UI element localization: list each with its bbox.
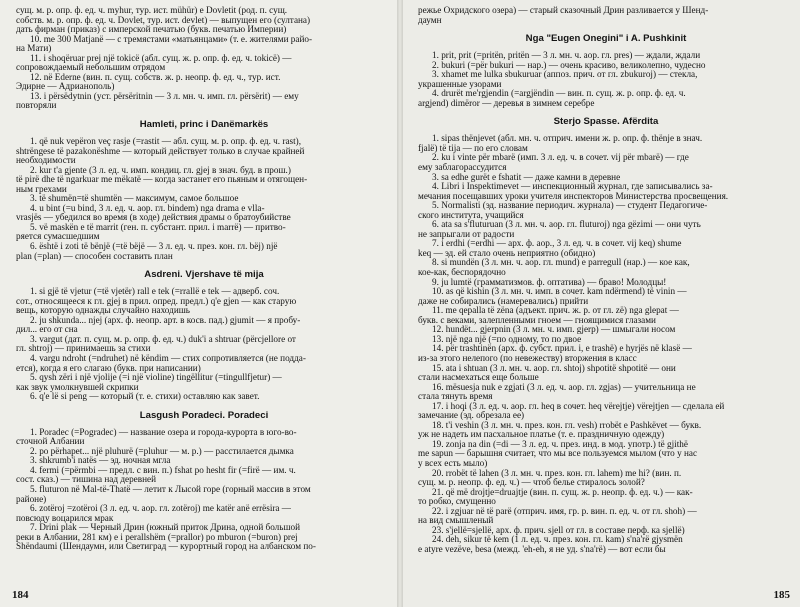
text-line: дил... его от сна bbox=[16, 325, 78, 335]
left-page-text bbox=[16, 6, 392, 552]
section-heading: Lasgush Poradeci. Poradeci bbox=[139, 409, 269, 421]
text-line: режье Охридского озера) — старый сказочный Дрин разливается у Шенд- bbox=[418, 6, 709, 15]
text-line: 5. vë maskën e të marrit (ген. п. субстант. прил. i marrë) — притво- bbox=[30, 222, 286, 232]
text-line: Эдирне — Адрианополь) bbox=[16, 82, 115, 92]
right-page bbox=[400, 0, 800, 607]
section-heading: Hamleti, princ i Danëmarkës bbox=[139, 119, 269, 131]
text-line: на вид смышленый bbox=[418, 516, 494, 526]
text-line: 11. i shoqëruar prej një tokicë (абл. сущ. ж. р. опр. ф. ед. ч. tokicë) — bbox=[30, 53, 292, 63]
text-line: замечание (эд. обрезала ее) bbox=[418, 411, 525, 421]
text-line: гл. shtroj) — принимаешь за стихи bbox=[16, 344, 151, 354]
text-line: 12. në Ederne (вин. п. сущ. собств. ж. р. неопр. ф. ед. ч., тур. ист. bbox=[30, 72, 281, 82]
text-line: букв. с веками, залепленными гноем — гноящимися глазами bbox=[418, 315, 656, 325]
text-line: 2. kur t'a gjente (3 л. ед. ч. имп. кондиц. гл. gjej в знач. буд. в прош.) bbox=[30, 165, 291, 175]
text-line: 4. u bint (=u bind, 3 л. ед. ч. аор. гл. bindem) nga drama e vlla- bbox=[30, 203, 265, 213]
text-line: 17. i hoqi (3 л. ед. ч. аор. гл. heq в сочет. heq vërejtje) vërejtjen — сделала ей bbox=[432, 401, 725, 411]
text-line: e atyre vezëve, besa (межд. 'eh-eh, я не уд. s'na'rë) — вот если бы bbox=[418, 544, 666, 554]
text-line: 8. si mundën (3 л. мн. ч. аор. гл. mund) e parregull (нар.) — кое как, bbox=[432, 258, 690, 268]
text-line: сот., относящееся к гл. gjej в прил. опред. предл.) q'e gjen — как старую bbox=[16, 296, 297, 306]
text-line: 14. për trashtinën (арх. ф. субст. прил. i, e trashë) e hyrjës në klasë — bbox=[432, 344, 692, 354]
text-line: вещь, которую однажды случайно находишь bbox=[16, 306, 190, 316]
text-line: повсюду воцарился мрак bbox=[16, 513, 114, 523]
text-line: 21. që më drojtje=druajtje (вин. п. сущ. ж. р. неопр. ф. ед. ч.) — как- bbox=[432, 487, 693, 497]
text-line: стали насмехаться еще больше bbox=[418, 373, 539, 383]
text-line: реки в Албании, 281 км) e i perallshëm (=prallor) po mburon (=buron) prej bbox=[16, 532, 298, 542]
text-line: собств. м. р. опр. ф. ед. ч. Dovlet, тур. ист. devlet) — выпущен его (султана) bbox=[16, 15, 311, 25]
text-line: argjend) dimëror — деревья в зимнем серебре bbox=[418, 98, 595, 108]
text-line: из-за этого нелепого (по невежеству) вторжения в класс bbox=[418, 353, 637, 363]
text-line: 1. Poradec (=Pogradec) — название озера и города-курорта в юго-во- bbox=[30, 427, 297, 437]
left-page-number: 184 bbox=[12, 589, 29, 601]
text-line: кое-как, беспорядочно bbox=[418, 268, 506, 278]
text-line: сост. сказ.) — тишина над деревней bbox=[16, 475, 156, 485]
text-line: 2. ju shkunda... njej (арх. ф. неопр. арт. в косв. пад.) gjumit — я пробу- bbox=[30, 315, 301, 325]
text-line: 7. Drini plak — Черный Дрин (южный приток Дрина, одной большой bbox=[30, 523, 301, 533]
text-line: уж не надеть им пасхальное платье (т. е. праздничную одежду) bbox=[418, 430, 665, 440]
text-line: 4. drurët me'rgjendin (=argjëndin — вин. п. сущ. ж. р. опр. ф. ед. ч. bbox=[432, 89, 686, 99]
text-line: 11. me qepalla të zëna (адъект. прич. ж. р. от гл. zë) nga glepat — bbox=[432, 306, 679, 316]
text-line: 12. hundët... gjerpnin (3 л. мн. ч. имп. gjerp) — шмыгали носом bbox=[432, 325, 676, 335]
text-line: даумн bbox=[418, 15, 442, 25]
text-line: 4. vargu ndroht (=ndruhet) në këndim — стих сопротивляется (не подда- bbox=[30, 353, 306, 363]
text-line: необходимости bbox=[16, 156, 76, 166]
right-page-text bbox=[418, 6, 794, 554]
text-line: shtrëngese të pazakonëshme — который действует только в случае крайней bbox=[16, 146, 305, 156]
section-heading: Asdreni. Vjershave të mija bbox=[144, 269, 264, 281]
text-line: ского института, учащийся bbox=[418, 210, 524, 220]
text-line: 6. është i zoti të bënjë (=të bëjë — 3 л. ед. ч. през. кон. гл. bëj) një bbox=[30, 242, 278, 252]
text-line: как звук умолкнувшей скрипки bbox=[16, 382, 139, 392]
text-line: keq — эд. ей стало очень неприятно (обидно) bbox=[418, 248, 596, 258]
text-line: стала тянуть время bbox=[418, 392, 493, 402]
text-line: дать фирман (приказ) с имперской печатью (букв. печатью Империи) bbox=[16, 25, 287, 35]
text-line: районе) bbox=[16, 494, 47, 504]
text-line: украшенные узорами bbox=[418, 79, 502, 89]
section-heading: Sterjo Spasse. Afërdita bbox=[553, 116, 659, 128]
text-line: 10. me 300 Matjanë — с тремястами «матьянцами» (т. е. жителями райо- bbox=[30, 34, 313, 44]
text-line: fjalë) të tija — по его словам bbox=[418, 143, 528, 153]
text-line: сточной Албании bbox=[16, 437, 85, 447]
text-line: 19. zonja na din (=di — 3 л. ед. ч. през. инд. в мод. употр.) të gjithë bbox=[432, 439, 688, 449]
text-line: даже не собирались (намеревались) прийти bbox=[418, 296, 589, 306]
text-line: 7. i erdhi (=erdhi — арх. ф. аор., 3 л. ед. ч. в сочет. vij keq) shume bbox=[432, 239, 682, 249]
text-line: 2. po përhapet... një pluhurë (=pluhur — м. р.) — расстилается дымка bbox=[30, 446, 294, 456]
text-line: 1. si gjë të vjetur (=të vjetër) rall e tek (=rrallë e tek — адверб. соч. bbox=[30, 287, 280, 297]
book-gutter bbox=[397, 0, 403, 607]
text-line: у всех есть мыло) bbox=[418, 458, 488, 468]
text-line: plan (=plan) — способен составить план bbox=[16, 251, 173, 261]
text-line: 6. zotëroj =zotëroi (3 л. ед. ч. аор. гл. zotëroj) me katër anë errësira — bbox=[30, 504, 291, 514]
text-line: të pirë dhe të ngarkuar me mëkatë — когда застанет его пьяным и отягощен- bbox=[16, 175, 308, 185]
text-line: 20. rrobët të lahen (3 л. мн. ч. през. кон. гл. lahem) me hi? (вин. п. bbox=[432, 468, 682, 478]
text-line: не запрыгали от радости bbox=[418, 229, 515, 239]
text-line: 22. i zgjuar në të parë (отприч. имя, гр. р. вин. п. ед. ч. от гл. shoh) — bbox=[432, 506, 697, 516]
text-line: мечания посещавших уроки учителя инспекторов Министерства просвещения. bbox=[418, 191, 729, 201]
text-line: 10. as që kishin (3 л. мн. ч. имп. в сочет. kam ndërmend) të vinin — bbox=[432, 287, 687, 297]
text-line: 5. fluturon në Mal-të-Thatë — летит к Лысой горе (горный массив в этом bbox=[30, 484, 311, 494]
text-line: 15. ata i shtuan (3 л. мн. ч. аор. гл. shtoj) shpotitë shpotitë — они bbox=[432, 363, 676, 373]
text-line: 3. të shumën=të shumtën — максимум, самое большое bbox=[30, 194, 239, 204]
right-page-number: 185 bbox=[773, 589, 790, 601]
text-line: 13. i përsëdytnin (уст. përsëritnin — 3 л. мн. ч. имп. гл. përsërit) — ему bbox=[30, 91, 299, 101]
text-line: 6. ata sa s'fluturuan (3 л. мн. ч. аор. гл. fluturoj) nga gëzimi — они чуть bbox=[432, 220, 701, 230]
text-line: vrasjës — убедился во время (в ходе) действия драмы о братоубийстве bbox=[16, 213, 291, 223]
text-line: 4. Libri i Inspektimevet — инспекционный журнал, где записывались за- bbox=[432, 182, 713, 192]
text-line: 3. xhamet me lulka sbukuruar (аппоз. прич. от гл. zbukuroj) — стекла, bbox=[432, 70, 698, 80]
text-line: 9. ju lumtë (грамматизмов. ф. оптатива) — браво! Молодцы! bbox=[432, 277, 667, 287]
text-line: ему заблагорассудится bbox=[418, 163, 507, 173]
text-line: 6. q'e lë si peng — который (т. е. стихи) оставляю как завет. bbox=[30, 392, 260, 402]
text-line: 24. deh, sikur të kem (1 л. ед. ч. през. кон. гл. kam) s'na'rë gjysmën bbox=[432, 535, 683, 545]
text-line: 1. sipas thënjevet (абл. мн. ч. отприч. имени ж. р. опр. ф. thënje в знач. bbox=[432, 134, 703, 144]
text-line: 23. s'jellë=sjellë, арх. ф. прич. sjell от гл. в составе перф. ка sjellë) bbox=[432, 525, 685, 535]
text-line: 5. Normalisti (эд. название периодич. журнала) — студент Педагогиче- bbox=[432, 201, 708, 211]
text-line: me sapun — барышня считает, что мы все пользуемся мылом (что у нас bbox=[418, 449, 698, 459]
text-line: сопровождаемый небольшим отрядом bbox=[16, 63, 166, 73]
text-line: ным грехами bbox=[16, 184, 67, 194]
text-line: 4. fermi (=përmbi — предл. с вин. п.) fshat po hesht fir (=firë — им. ч. bbox=[30, 465, 296, 475]
text-line: 3. sa edhe gurët e fshatit — даже камни в деревне bbox=[432, 172, 621, 182]
text-line: сущ. м. р. неопр. ф. ед. ч.) — чтоб белье стиралось золой? bbox=[418, 478, 645, 488]
text-line: ряется сумасшедшим bbox=[16, 232, 100, 242]
text-line: на Мати) bbox=[16, 44, 52, 54]
text-line: 16. mësuesja nuk e zgjati (3 л. ед. ч. аор. гл. zgjas) — учительница не bbox=[432, 382, 696, 392]
text-line: Shëndaumi (Шендаумн, или Светигрaд — курортный город на албанском по- bbox=[16, 542, 316, 552]
text-line: 18. t'i veshin (3 л. мн. ч. през. кон. гл. vesh) rrobët e Pashkëvet — букв. bbox=[432, 420, 702, 430]
text-line: 3. shkrumb'i natës — эд. ночная мгла bbox=[30, 456, 171, 466]
section-heading: Nga "Eugen Onegini" i A. Pushkinit bbox=[525, 33, 687, 45]
text-line: то робко, смущенно bbox=[418, 497, 496, 507]
text-line: ется), когда я его слагаю (букв. при написании) bbox=[16, 363, 201, 373]
text-line: 1. që nuk vepëron veç rasje (=rastit — абл. сущ. м. р. опр. ф. ед. ч. rast), bbox=[30, 137, 302, 147]
text-line: 5. qysh zëri i një vjolije (=i një violine) tingëllitur (=tingullfjetur) — bbox=[30, 373, 282, 383]
text-line: повторяли bbox=[16, 101, 57, 111]
text-line: 3. vargut (дат. п. сущ. м. р. опр. ф. ед. ч.) duk'i a shtruar (përcjellore от bbox=[30, 334, 296, 344]
text-line: 13. një nga një (=по одному, то по двое bbox=[432, 334, 582, 344]
text-line: сущ. м. р. опр. ф. ед. ч. myhur, тур. ист. mühür) e Dovletit (род. п. сущ. bbox=[16, 6, 288, 15]
text-line: 2. bukuri (=për bukuri — нар.) — очень красиво, великолепно, чудесно bbox=[432, 60, 706, 70]
text-line: 2. ku i vinte për mbarë (имп. 3 л. ед. ч. в сочет. vij për mbarë) — где bbox=[432, 153, 689, 163]
text-line: 1. prit, prit (=pritën, pritën — 3 л. мн. ч. аор. гл. pres) — ждали, ждали bbox=[432, 51, 701, 61]
